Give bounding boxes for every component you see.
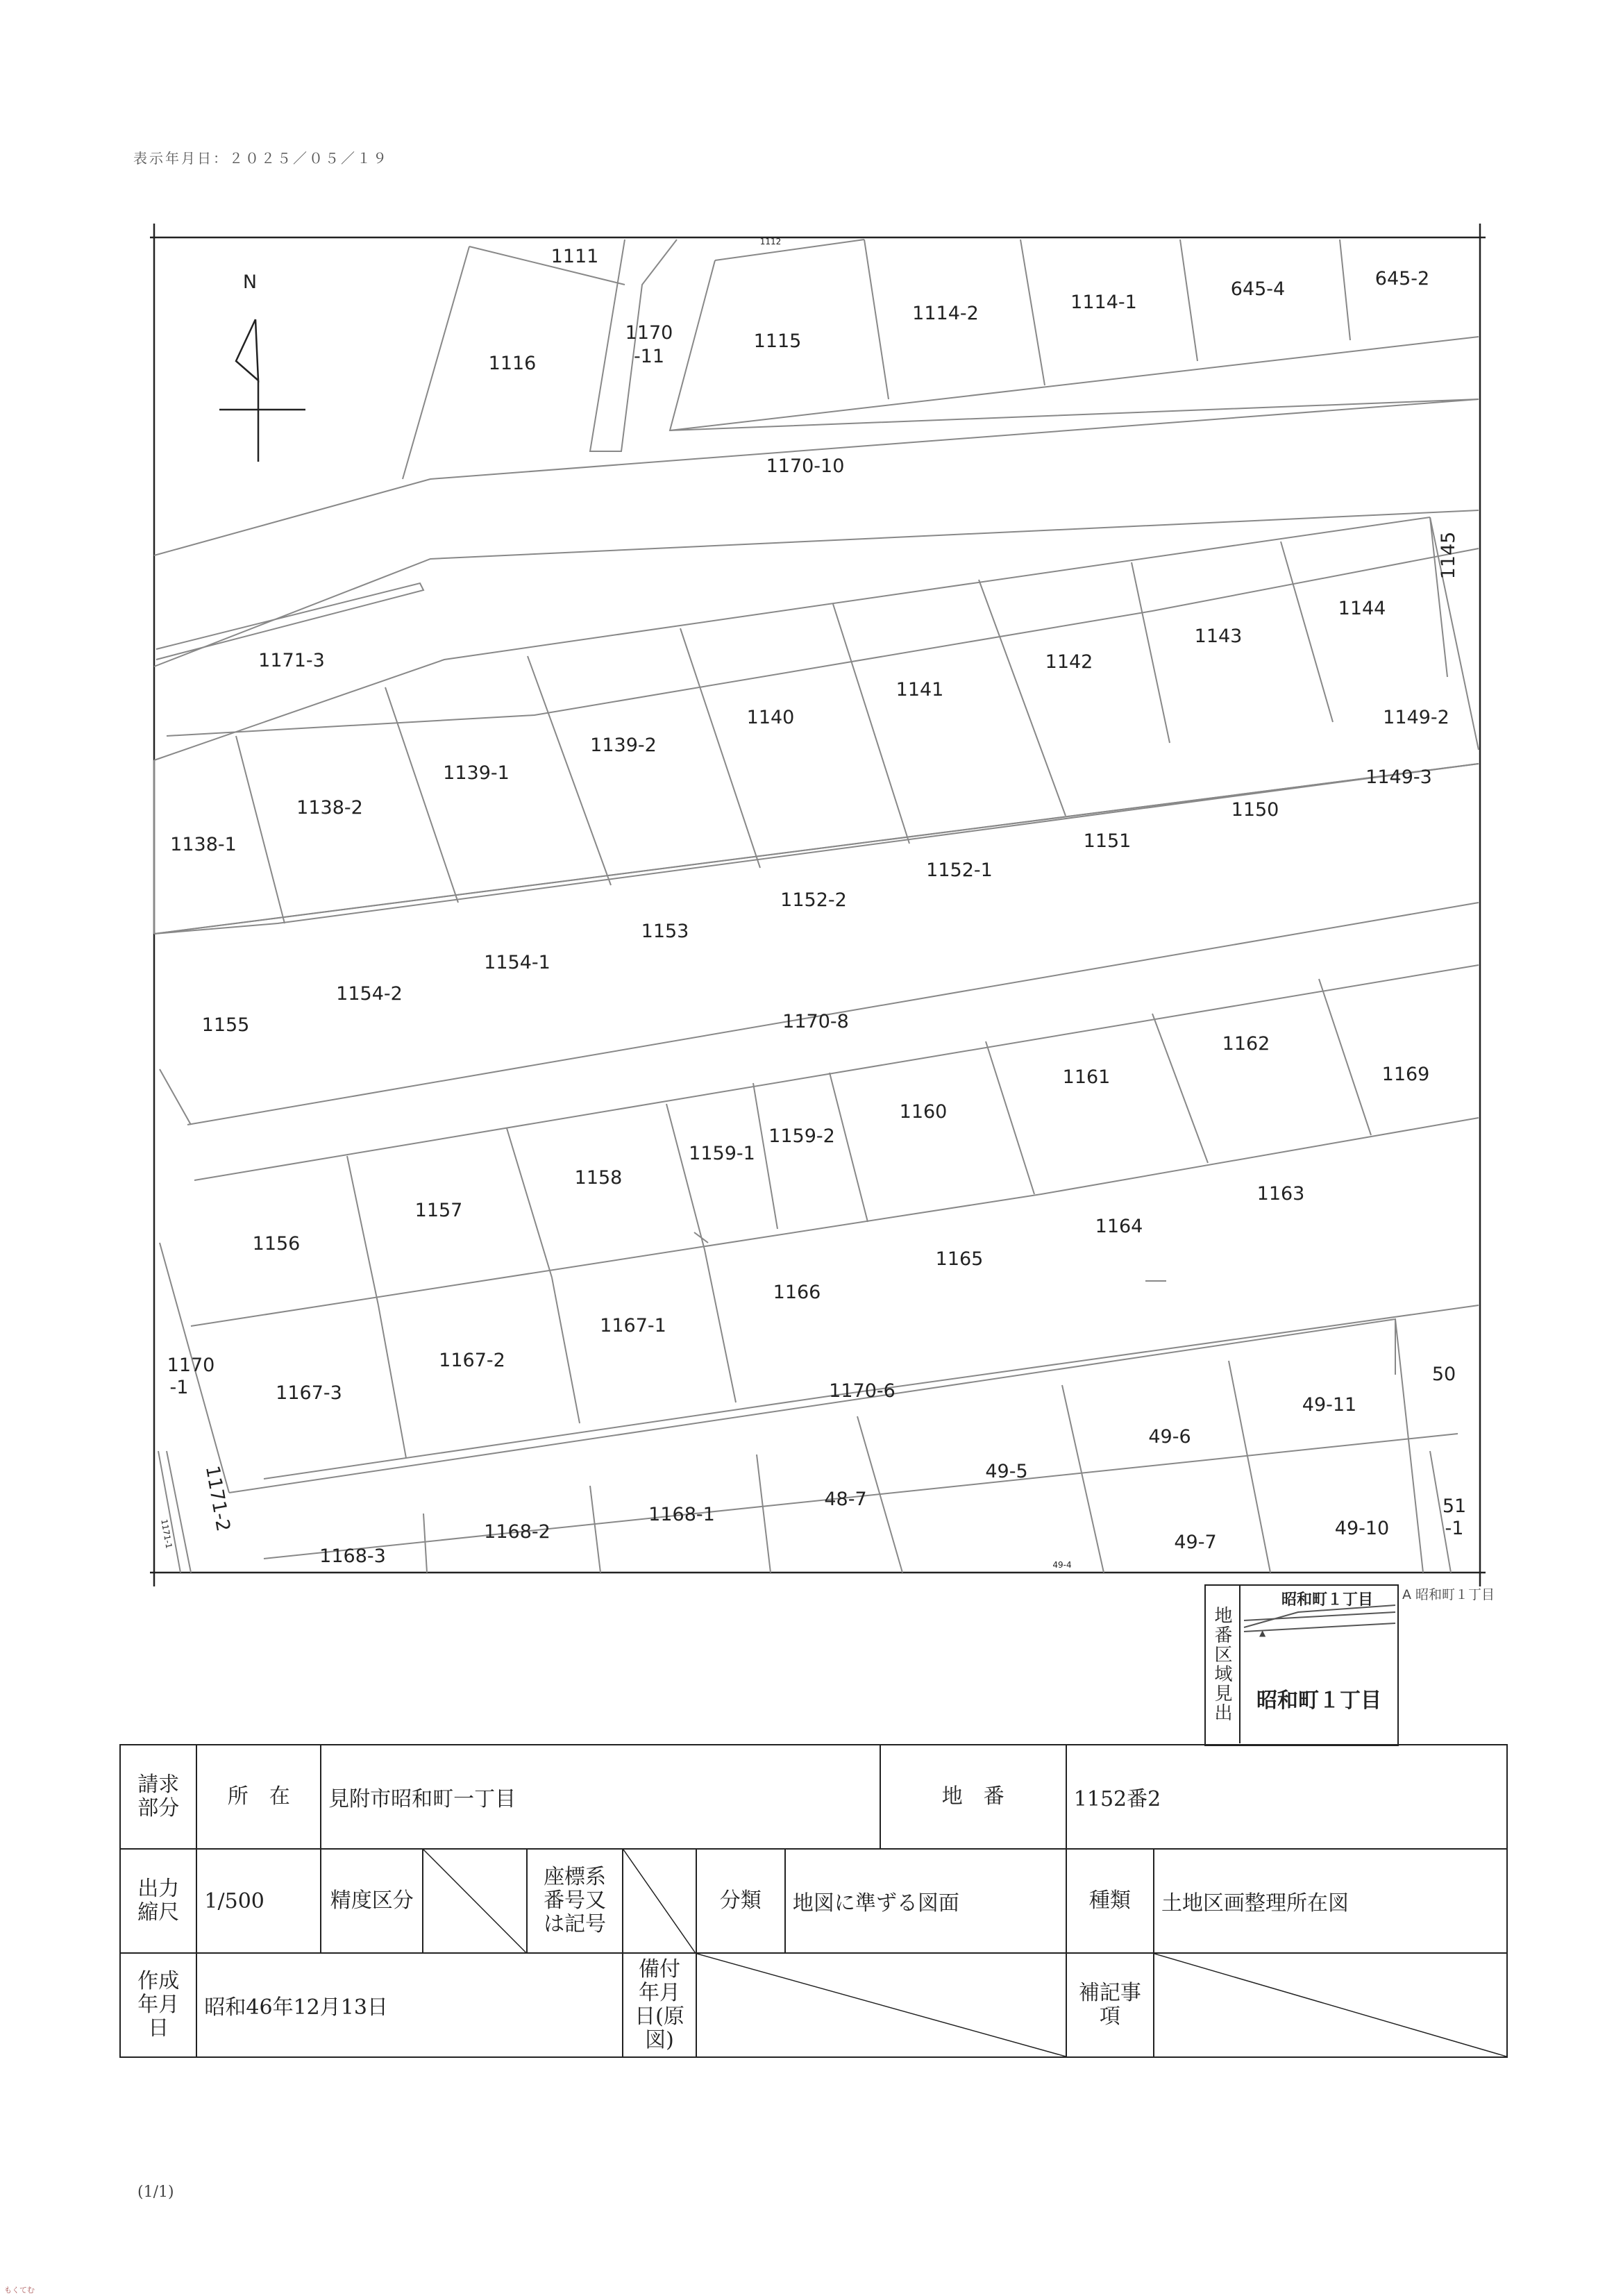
parcel-label: 1112: [759, 237, 782, 246]
parcel-label: 1139-2: [590, 735, 657, 756]
parcel-label: 1170-10: [766, 455, 845, 477]
parcel-label: 49-5: [985, 1461, 1028, 1482]
parcel-label: 1159-1: [689, 1143, 755, 1164]
parcel-label: 1155: [201, 1014, 250, 1036]
parcel-label: 1169: [1381, 1064, 1430, 1085]
parcel-label: 49-7: [1174, 1532, 1217, 1553]
parcel-label: 1153: [641, 921, 689, 942]
parcel-label: 1168-1: [648, 1504, 715, 1525]
lot-value: 1152番2: [1066, 1745, 1507, 1849]
remarks-date-label: 備付年月日(原図): [623, 1953, 696, 2057]
coord-value-empty: [623, 1849, 696, 1953]
parcel-label: 1115: [753, 330, 802, 352]
info-table: [119, 1744, 1508, 2058]
parcel-label: 645-4: [1230, 278, 1286, 300]
parcel-label: 1139-1: [443, 762, 510, 784]
parcel-label: 1167-3: [276, 1382, 342, 1404]
remarks-date-value-empty: [696, 1953, 1066, 2057]
parcel-label: 1149-3: [1365, 766, 1432, 788]
area-index-top-label: 昭和町１丁目: [1281, 1591, 1374, 1609]
parcel-label: 1166: [773, 1282, 821, 1303]
parcel-label: 1143: [1194, 626, 1243, 647]
parcel-label: 49-4: [1052, 1560, 1072, 1570]
parcel-label: 1156: [252, 1233, 301, 1255]
scale-value: 1/500: [196, 1849, 321, 1953]
area-index-title: 地番区域見出: [1204, 1584, 1241, 1743]
location-label: 所 在: [196, 1745, 321, 1849]
page-number: (1/1): [137, 2184, 174, 2201]
parcel-label: 1138-2: [296, 797, 363, 819]
parcel-label: 1152-1: [926, 860, 993, 881]
parcel-label: 1171-3: [258, 650, 325, 671]
parcel-label: 49-6: [1148, 1426, 1191, 1448]
precision-value-empty: [423, 1849, 526, 1953]
parcel-label: 1159-2: [768, 1125, 835, 1147]
supplement-label: 補記事項: [1066, 1953, 1154, 2057]
parcel-label: 1149-2: [1383, 707, 1449, 728]
area-index-side-marker: A: [1402, 1587, 1411, 1602]
parcel-label: 1150: [1231, 799, 1279, 821]
parcel-label: 1114-2: [912, 303, 979, 324]
parcel-label: 1154-2: [336, 983, 403, 1005]
parcel-label: 51: [1442, 1495, 1467, 1517]
parcel-label: -11: [633, 346, 665, 367]
parcel-label: 1165: [935, 1248, 984, 1270]
parcel-label: 1170: [167, 1355, 215, 1376]
parcel-label: 1163: [1256, 1183, 1305, 1205]
svg-text:▲: ▲: [1259, 1628, 1266, 1638]
parcel-label: 1145: [1438, 531, 1459, 580]
footer-mark: もくてむ: [4, 2286, 35, 2295]
north-label: N: [242, 271, 258, 293]
parcel-label: 50: [1431, 1364, 1456, 1385]
precision-label: 精度区分: [321, 1849, 423, 1953]
parcel-label: 1111: [550, 246, 599, 267]
parcel-label: 1141: [895, 679, 944, 701]
parcel-label: 1162: [1222, 1033, 1270, 1055]
coord-label: 座標系番号又は記号: [527, 1849, 623, 1953]
parcel-label: -1: [169, 1377, 189, 1398]
type-value: 土地区画整理所在図: [1154, 1849, 1507, 1953]
category-label: 分類: [696, 1849, 785, 1953]
scale-label: 出力縮尺: [120, 1849, 196, 1953]
parcel-label: 49-11: [1302, 1394, 1357, 1416]
area-index-side-text: 昭和町１丁目: [1415, 1587, 1495, 1602]
parcel-label: 1170: [625, 322, 673, 344]
parcel-label: 1116: [488, 353, 537, 374]
parcel-label: 1158: [574, 1167, 623, 1189]
parcel-labels: [159, 237, 1466, 1570]
parcel-label: 1170-8: [782, 1011, 849, 1032]
area-index-area-label: 昭和町１丁目: [1256, 1689, 1381, 1713]
parcel-label: -1: [1445, 1518, 1464, 1539]
parcel-label: 1114-1: [1070, 292, 1137, 313]
parcel-label: 1157: [414, 1200, 463, 1221]
parcel-label: 645-2: [1374, 268, 1430, 290]
parcel-label: 1167-2: [439, 1350, 505, 1371]
parcel-label: 1154-1: [484, 952, 550, 973]
north-arrow-icon: [219, 319, 305, 462]
display-date: 表示年月日：２０２５／０５／１９: [133, 150, 389, 167]
type-label: 種類: [1066, 1849, 1154, 1953]
lot-label: 地 番: [880, 1745, 1066, 1849]
location-value: 見附市昭和町一丁目: [321, 1745, 880, 1849]
parcel-label: 1151: [1083, 830, 1132, 852]
parcel-label: 1170-6: [829, 1380, 895, 1402]
parcel-label: 1168-2: [484, 1521, 550, 1543]
parcel-label: 1161: [1062, 1066, 1111, 1088]
parcel-label: 1152-2: [780, 889, 847, 911]
parcel-label: 1164: [1095, 1216, 1143, 1237]
parcel-label: 1144: [1338, 598, 1386, 619]
supplement-value-empty: [1154, 1953, 1507, 2057]
parcel-label: 1171-1: [159, 1518, 174, 1550]
parcel-label: 1142: [1045, 651, 1093, 673]
parcel-label: 48-7: [824, 1489, 867, 1510]
parcel-label: 1167-1: [600, 1315, 666, 1336]
created-label: 作成年月日: [120, 1953, 196, 2057]
parcel-label: 1171-2: [201, 1464, 234, 1534]
parcel-label: 49-10: [1334, 1518, 1390, 1539]
parcel-label: 1160: [899, 1101, 948, 1123]
parcel-label: 1168-3: [319, 1545, 386, 1567]
parcel-label: 1140: [746, 707, 795, 728]
created-value: 昭和46年12月13日: [196, 1953, 623, 2057]
parcel-label: 1138-1: [170, 834, 237, 855]
request-part-label: 請求部分: [120, 1745, 196, 1849]
category-value: 地図に準ずる図面: [785, 1849, 1066, 1953]
area-index-side-label: [1402, 1587, 1534, 1602]
